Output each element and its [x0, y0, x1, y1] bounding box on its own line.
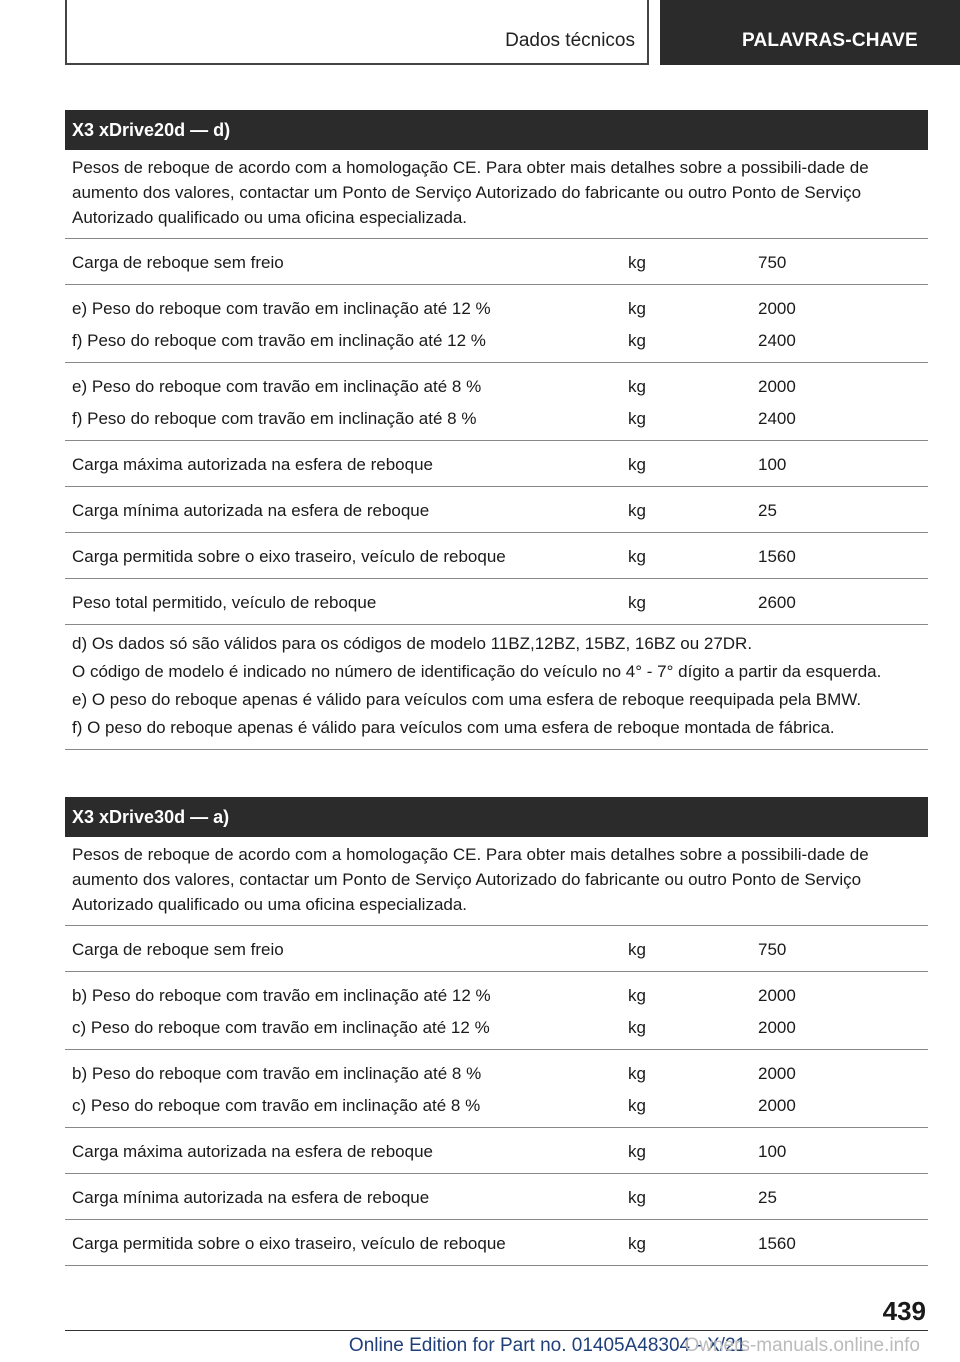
- page-number: 439: [882, 1296, 926, 1326]
- table-row: [65, 1050, 928, 1128]
- spec-label: Peso total permitido, veículo de reboque: [72, 592, 377, 612]
- spec-line: [65, 246, 928, 278]
- spec-value: 2000: [758, 298, 796, 318]
- footnote: O código de modelo é indicado no número de identificação do veículo no 4° - 7° dígito a partir da esquerda.: [72, 662, 882, 681]
- spec-unit: kg: [628, 592, 646, 612]
- footnote: d) Os dados só são válidos para os códigos de modelo 11BZ,12BZ, 15BZ, 16BZ ou 27DR.: [72, 634, 753, 653]
- table-row: [65, 363, 928, 441]
- spec-unit: kg: [628, 298, 646, 318]
- spec-unit: kg: [628, 252, 646, 272]
- spec-value: 2400: [758, 408, 796, 428]
- spec-line: [65, 324, 928, 356]
- spec-line: [65, 979, 928, 1011]
- spec-line: [65, 402, 928, 434]
- spec-unit: kg: [628, 330, 646, 350]
- spec-line: [65, 370, 928, 402]
- table-row: [65, 285, 928, 363]
- spec-value: 2000: [758, 985, 796, 1005]
- header-keywords-tab[interactable]: [660, 0, 960, 65]
- spec-value: 25: [758, 500, 777, 520]
- spec-label: b) Peso do reboque com travão em inclinação até 12 %: [72, 985, 491, 1005]
- spec-line: [65, 933, 928, 965]
- spec-unit: kg: [628, 985, 646, 1005]
- spec-line: [65, 494, 928, 526]
- spec-value: 100: [758, 1141, 787, 1161]
- spec-unit: kg: [628, 1063, 646, 1083]
- spec-section-xdrive30d: [65, 797, 928, 1266]
- spec-value: 2000: [758, 1095, 796, 1115]
- footnote: e) O peso do reboque apenas é válido para veículos com uma esfera de reboque reequipada pela BMW.: [72, 690, 862, 709]
- spec-unit: kg: [628, 376, 646, 396]
- spec-line: [65, 1057, 928, 1089]
- spec-label: f) Peso do reboque com travão em inclinação até 12 %: [72, 330, 486, 350]
- spec-value: 25: [758, 1187, 777, 1207]
- spec-unit: kg: [628, 1233, 646, 1253]
- footer-watermark: Owners-manuals.online.info: [684, 1335, 920, 1356]
- table-row: [65, 441, 928, 487]
- spec-label: Carga mínima autorizada na esfera de reboque: [72, 500, 430, 520]
- spec-label: c) Peso do reboque com travão em inclinação até 12 %: [72, 1017, 490, 1037]
- spec-label: Carga máxima autorizada na esfera de reboque: [72, 454, 433, 474]
- table-row: [65, 972, 928, 1050]
- table-row: [65, 487, 928, 533]
- spec-unit: kg: [628, 546, 646, 566]
- spec-label: Carga de reboque sem freio: [72, 252, 284, 272]
- spec-unit: kg: [628, 1141, 646, 1161]
- spec-line: [65, 540, 928, 572]
- spec-value: 2000: [758, 1017, 796, 1037]
- spec-line: [65, 1011, 928, 1043]
- spec-section-xdrive20d: [65, 110, 928, 750]
- table-row: [65, 579, 928, 625]
- spec-line: [65, 292, 928, 324]
- spec-label: e) Peso do reboque com travão em inclinação até 12 %: [72, 298, 491, 318]
- spec-line: [65, 1227, 928, 1259]
- spec-value: 750: [758, 939, 787, 959]
- section-title: X3 xDrive20d — d): [65, 110, 928, 150]
- spec-label: Carga permitida sobre o eixo traseiro, veículo de reboque: [72, 546, 506, 566]
- spec-unit: kg: [628, 1095, 646, 1115]
- footer-edition: Online Edition for Part no. 01405A48304 - X/21: [348, 1335, 747, 1356]
- section-title: X3 xDrive30d — a): [65, 797, 928, 837]
- header-keywords-label: PALAVRAS-CHAVE: [742, 30, 918, 51]
- table-row: [65, 1220, 928, 1266]
- footnotes: [65, 625, 928, 750]
- spec-value: 2000: [758, 376, 796, 396]
- table-row: [65, 1174, 928, 1220]
- table-row: [65, 533, 928, 579]
- spec-unit: kg: [628, 408, 646, 428]
- table-row: [65, 1128, 928, 1174]
- spec-value: 1560: [758, 1233, 796, 1253]
- section-intro: Pesos de reboque de acordo com a homologação CE. Para obter mais detalhes sobre a possibili-dade de aumento dos valores, contactar um Ponto de Serviço Autorizado do fabricante ou outro Ponto de Serviço Autorizado qualificado ou uma oficina especializada.: [65, 837, 928, 926]
- table-row: [65, 926, 928, 972]
- header-section-tab: [65, 0, 649, 65]
- spec-unit: kg: [628, 454, 646, 474]
- spec-unit: kg: [628, 500, 646, 520]
- spec-value: 100: [758, 454, 787, 474]
- spec-value: 2600: [758, 592, 796, 612]
- spec-label: Carga máxima autorizada na esfera de reboque: [72, 1141, 433, 1161]
- spec-label: c) Peso do reboque com travão em inclinação até 8 %: [72, 1095, 481, 1115]
- spec-value: 750: [758, 252, 787, 272]
- spec-label: b) Peso do reboque com travão em inclinação até 8 %: [72, 1063, 482, 1083]
- spec-line: [65, 1089, 928, 1121]
- spec-line: [65, 586, 928, 618]
- spec-label: e) Peso do reboque com travão em inclinação até 8 %: [72, 376, 482, 396]
- spec-line: [65, 448, 928, 480]
- spec-line: [65, 1135, 928, 1167]
- spec-label: Carga de reboque sem freio: [72, 939, 284, 959]
- spec-unit: kg: [628, 1187, 646, 1207]
- spec-unit: kg: [628, 939, 646, 959]
- spec-label: f) Peso do reboque com travão em inclinação até 8 %: [72, 408, 477, 428]
- spec-value: 2400: [758, 330, 796, 350]
- spec-label: Carga mínima autorizada na esfera de reboque: [72, 1187, 430, 1207]
- footer-divider: [65, 1330, 928, 1331]
- spec-unit: kg: [628, 1017, 646, 1037]
- spec-label: Carga permitida sobre o eixo traseiro, veículo de reboque: [72, 1233, 506, 1253]
- spec-value: 2000: [758, 1063, 796, 1083]
- spec-line: [65, 1181, 928, 1213]
- header-section-label: Dados técnicos: [505, 30, 635, 51]
- section-intro: Pesos de reboque de acordo com a homologação CE. Para obter mais detalhes sobre a possibili-dade de aumento dos valores, contactar um Ponto de Serviço Autorizado do fabricante ou outro Ponto de Serviço Autorizado qualificado ou uma oficina especializada.: [65, 150, 928, 239]
- table-row: [65, 239, 928, 285]
- spec-value: 1560: [758, 546, 796, 566]
- footnote: f) O peso do reboque apenas é válido para veículos com uma esfera de reboque montada de fábrica.: [72, 718, 835, 737]
